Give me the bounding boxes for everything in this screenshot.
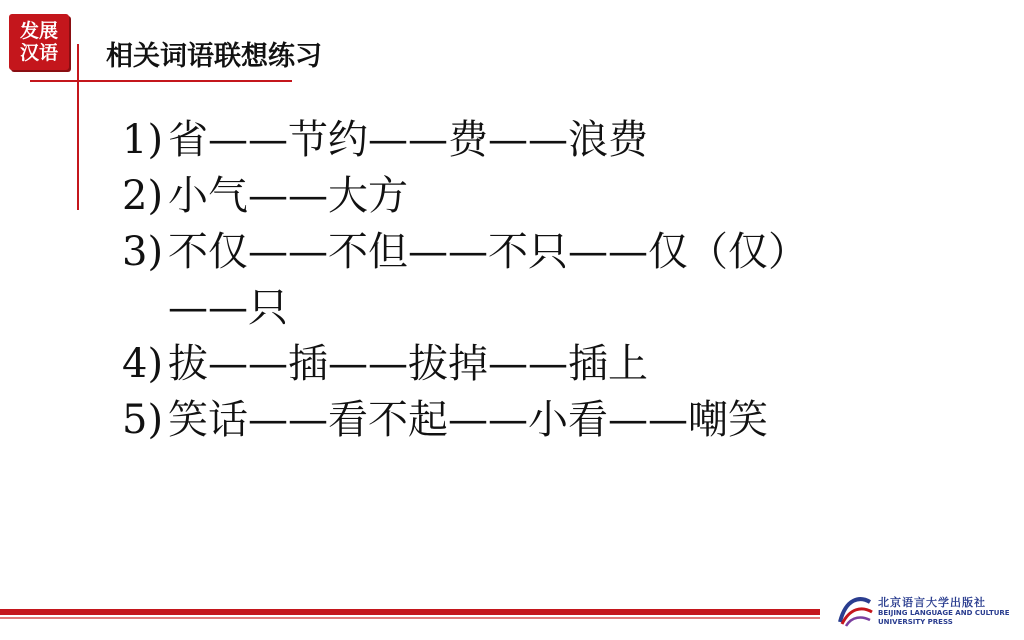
decorative-vertical-line <box>77 44 79 210</box>
list-item-number: 5) <box>122 397 164 443</box>
logo-line-1: 发展 <box>19 20 58 42</box>
list-item-number: 4) <box>122 341 164 387</box>
publisher-name-en-1: BEIJING LANGUAGE AND CULTURE <box>878 609 1010 617</box>
list-item-2 <box>122 168 902 224</box>
publisher-name-en-2: UNIVERSITY PRESS <box>878 618 953 626</box>
list-item-text: 笑话——看不起——小看——嘲笑 <box>168 397 768 443</box>
list-item-1 <box>122 112 902 168</box>
list-item-text: 拔——插——拔掉——插上 <box>168 341 648 387</box>
footer-rule-thin <box>0 617 820 619</box>
decorative-horizontal-line <box>30 80 292 82</box>
list-item-4 <box>122 336 902 392</box>
list-item-text: 不仅——不但——不只——仅（仅） <box>168 229 808 275</box>
list-item-number: 1) <box>122 117 164 163</box>
list-item-number: 2) <box>122 173 164 219</box>
textbook-logo <box>9 14 69 70</box>
list-item-number: 3) <box>122 229 164 275</box>
list-item-3 <box>122 224 902 280</box>
list-item-text: 小气——大方 <box>168 173 408 219</box>
footer-rule <box>0 609 820 615</box>
publisher-logo-icon <box>836 592 876 628</box>
list-item-5 <box>122 392 902 448</box>
publisher-name-cn: 北京语言大学出版社 <box>878 596 986 609</box>
word-association-list <box>122 112 902 448</box>
logo-line-2: 汉语 <box>19 42 58 64</box>
list-item-text: 省——节约——费——浪费 <box>168 117 648 163</box>
slide-title: 相关词语联想练习 <box>106 41 322 72</box>
list-item-3-continuation: ——只 <box>168 285 288 331</box>
publisher-name <box>878 596 1010 627</box>
